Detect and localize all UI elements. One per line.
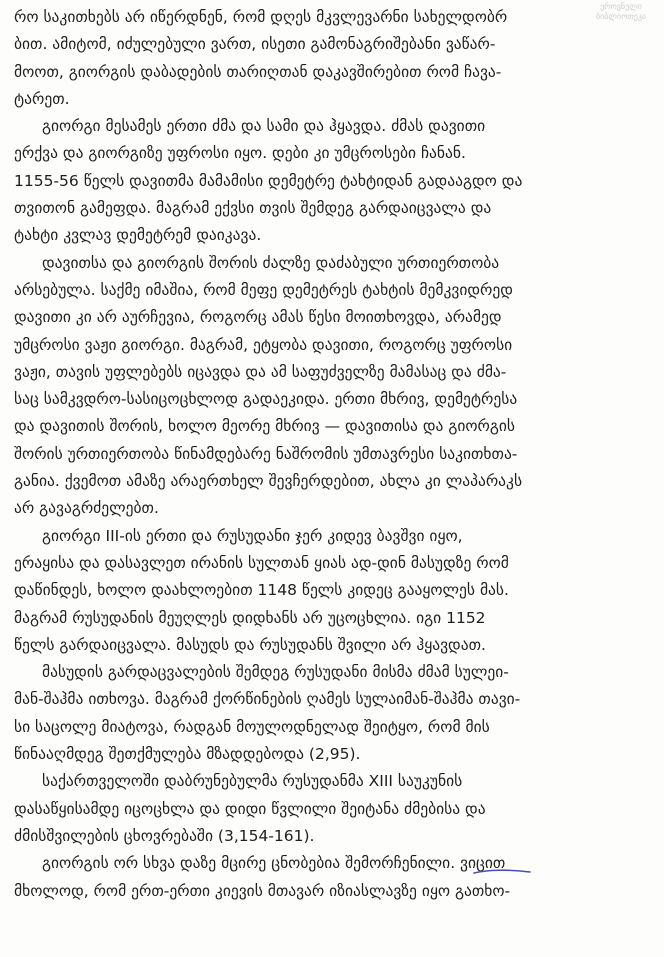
text-line: შორის ურთიერთობა წინამდებარე ნაშრომის უმთავრესი საკითხთა- <box>14 444 518 463</box>
text-line: ერქვა და გიორგიზე უფროსი იყო. დები კი უმცროსები ჩანან. <box>14 144 466 163</box>
text-line: ძმისშვილების ცხოვრებაში (3,154-161). <box>14 826 315 845</box>
pen-underline-mark <box>472 868 532 876</box>
text-line: გიორგი მესამეს ერთი ძმა და სამი და ჰყავდა. ძმას დავითი <box>42 117 486 136</box>
text-line: გიორგის ორ სხვა დაზე მცირე ცნობებია შემორჩენილი. ვიცით <box>42 854 506 873</box>
pen-stroke <box>474 870 530 873</box>
body-text <box>14 4 654 905</box>
text-line: საც სამკვდრო-სასიცოცხლოდ გადაეკიდა. ერთი მხრივ, დემეტრესა <box>14 390 518 409</box>
text-line: მასუდის გარდაცვალების შემდეგ რუსუდანი მისმა ძმამ სულეი- <box>42 663 509 682</box>
text-line: უმცროსი ვაჟი გიორგი. მაგრამ, ეტყობა დავითი, როგორც უფროსი <box>14 335 513 354</box>
text-line: მხოლოდ, რომ ერთ-ერთი კიევის მთავარ იზიასლავზე იყო გათხო- <box>14 881 511 900</box>
text-line: არსებულა. საქმე იმაშია, რომ მეფე დემეტრეს ტახტის მემკვიდრედ <box>14 280 513 299</box>
text-line: დავითსა და გიორგის შორის ძალზე დაძაბული ურთიერთობა <box>42 253 500 272</box>
text-line: სი საცოლე მიატოვა, რადგან მოულოდნელად შეიტყო, რომ მის <box>14 717 490 736</box>
text-line: ტახტი კვლავ დემეტრემ დაიკავა. <box>14 226 262 245</box>
text-line: დაწინდეს, ხოლო დაახლოებით 1148 წელს კიდეც გააყოლეს მას. <box>14 581 509 600</box>
text-line: გიორგი III-ის ერთი და რუსუდანი ჯერ კიდევ ბავშვი იყო, <box>42 526 463 545</box>
text-line: ტარეთ. <box>14 89 70 108</box>
text-line: წინააღმდეგ შეთქმულება მზადდებოდა (2,95). <box>14 745 361 764</box>
stamp-line-2: ბიბლიოთეკა <box>596 12 646 21</box>
text-line: მან-შაჰმა ითხოვა. მაგრამ ქორწინების ღამეს სულაიმან-შაჰმა თავი- <box>14 690 521 709</box>
text-line: ბით. ამიტომ, იძულებული ვართ, ისეთი გამონაგრიშებანი ვაწარ- <box>14 35 496 54</box>
text-line: საქართველოში დაბრუნებულმა რუსუდანმა XIII საუკუნის <box>42 772 463 791</box>
text-line: ვაჟი, თავის უფლებებს იცავდა და ამ საფუძველზე მამასაც და ძმა- <box>14 362 507 381</box>
text-line: განია. ქვემოთ ამაზე არაერთხელ შევჩერდებით, ახლა კი ლაპარაკს <box>14 472 523 491</box>
text-line: მაგრამ რუსუდანის მეუღლეს დიდხანს არ უცოცხლია. იგი 1152 <box>14 608 486 627</box>
text-line: წელს გარდაიცვალა. მასუდს და რუსუდანს შვილი არ ჰყავდათ. <box>14 635 486 654</box>
text-line: არ გავაგრძელებთ. <box>14 499 159 518</box>
text-line: რო საკითხებს არ იწერდნენ, რომ დღეს მკვლევარნი სახელდობრ <box>14 8 508 26</box>
text-line: და დავითის შორის, ხოლო მეორე მხრივ — დავითისა და გიორგის <box>14 417 516 436</box>
text-line: 1155-56 წელს დავითმა მამამისი დემეტრე ტახტიდან გადააგდო და <box>14 171 523 190</box>
text-line: თვითონ გამეფდა. მაგრამ ექვსი თვის შემდეგ გარდაიცვალა და <box>14 199 492 218</box>
text-line: დავითი კი არ აურჩევია, როგორც ამას წესი მოითხოვდა, არამედ <box>14 308 502 327</box>
text-line: ერაყისა და დასავლეთ ირანის სულთან ყიას ად-დინ მასუდზე რომ <box>14 553 509 572</box>
stamp-line-1: ეროვნული <box>600 2 642 11</box>
text-line: მოოთ, გიორგის დაბადების თარიღთან დაკავშირებით რომ ჩავა- <box>14 62 502 81</box>
text-line: დასაწყისამდე იცოცხლა და დიდი წვლილი შეიტანა ძმებისა და <box>14 799 486 818</box>
